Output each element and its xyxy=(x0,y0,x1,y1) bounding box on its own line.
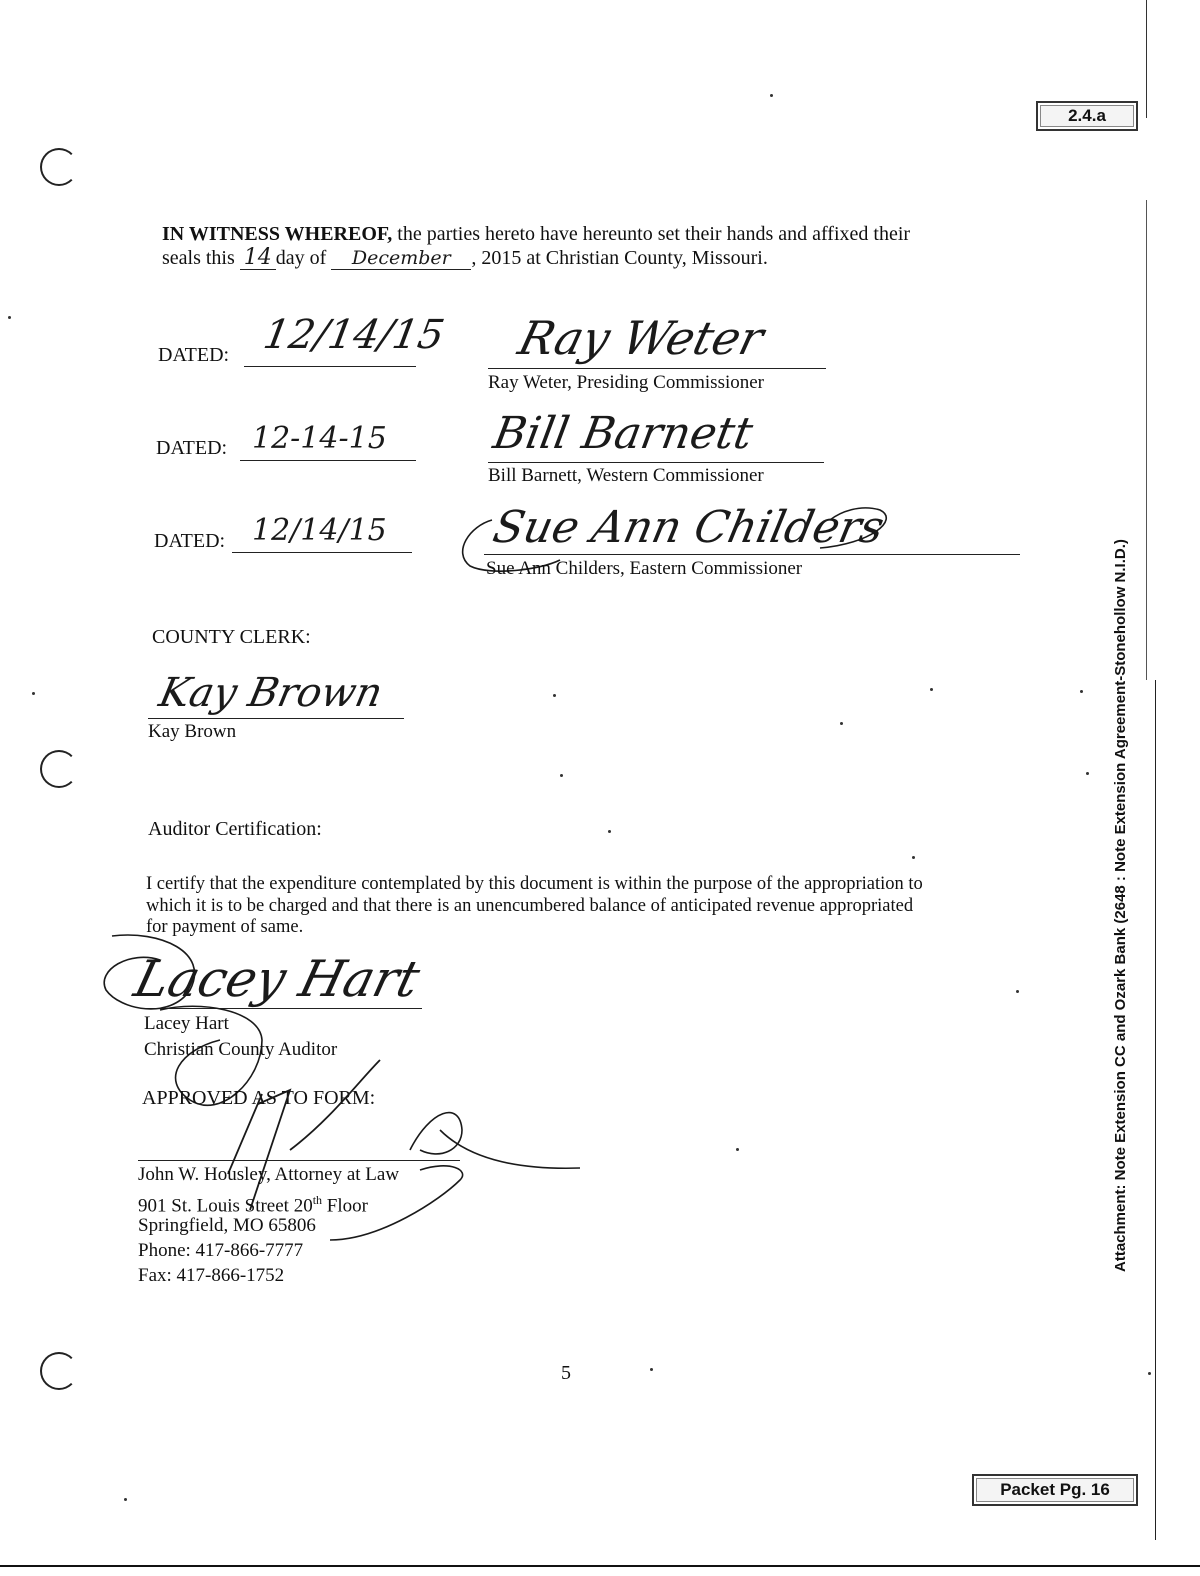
approved-heading: APPROVED AS TO FORM: xyxy=(142,1087,376,1109)
commissioner-name-2: Bill Barnett, Western Commissioner xyxy=(488,465,764,486)
binder-hole-middle xyxy=(40,750,78,788)
scan-speck xyxy=(32,692,35,695)
attorney-line-4: Phone: 417-866-7777 xyxy=(138,1240,304,1261)
scan-speck xyxy=(930,688,933,691)
handwritten-date-3: 12/14/15 xyxy=(252,513,387,548)
attachment-sidebar-text: Attachment: Note Extension CC and Ozark Bank (2648 : Note Extension Agreement-Stonehollow N.I.D.) xyxy=(1112,539,1129,1272)
witness-line2-c: , 2015 at Christian County, Missouri. xyxy=(471,247,768,269)
binder-hole-top xyxy=(40,148,78,186)
attorney-line-5: Fax: 417-866-1752 xyxy=(138,1265,285,1286)
scan-speck xyxy=(1148,1372,1151,1375)
binder-hole-bottom xyxy=(40,1352,78,1390)
date-line-1 xyxy=(244,366,416,367)
auditor-title: Christian County Auditor xyxy=(144,1039,338,1060)
signature-line-1 xyxy=(488,368,826,369)
commissioner-name-3: Sue Ann Childers, Eastern Commissioner xyxy=(486,558,803,579)
handwritten-day: 14 xyxy=(243,245,272,270)
scan-speck xyxy=(840,722,843,725)
auditor-body-line-2: which it is to be charged and that there is an unencumbered balance of anticipated revenue appropriated xyxy=(146,896,914,916)
scan-speck xyxy=(553,694,556,697)
auditor-heading: Auditor Certification: xyxy=(148,818,322,840)
signature-1: Ray Weter xyxy=(513,311,769,365)
dated-label-3: DATED: xyxy=(154,530,226,552)
bottom-edge-rule xyxy=(0,1565,1200,1567)
month-blank xyxy=(331,247,471,270)
dated-label-1: DATED: xyxy=(158,344,230,366)
witness-line-2 xyxy=(162,247,768,270)
scan-speck xyxy=(560,774,563,777)
date-line-2 xyxy=(240,460,416,461)
attorney-line-1: John W. Housley, Attorney at Law xyxy=(138,1164,400,1185)
witness-line2-a: seals this xyxy=(162,247,235,269)
handwritten-date-2: 12-14-15 xyxy=(252,421,387,456)
auditor-signature-line xyxy=(142,1008,422,1009)
right-margin-rule xyxy=(1146,0,1147,118)
scan-speck xyxy=(608,830,611,833)
commissioner-name-1: Ray Weter, Presiding Commissioner xyxy=(488,372,765,393)
attorney-line-3: Springfield, MO 65806 xyxy=(138,1215,316,1236)
scan-speck xyxy=(1086,772,1089,775)
handwritten-month: December xyxy=(351,247,451,269)
witness-line-1 xyxy=(162,223,910,245)
scan-speck xyxy=(8,316,11,319)
right-margin-rule xyxy=(1146,200,1147,680)
attorney-floor-word: Floor xyxy=(322,1195,368,1217)
auditor-name: Lacey Hart xyxy=(144,1013,229,1034)
attorney-signature-line xyxy=(138,1160,460,1161)
dated-label-2: DATED: xyxy=(156,437,228,459)
scan-speck xyxy=(650,1368,653,1371)
witness-lead: IN WITNESS WHEREOF, xyxy=(162,223,393,245)
scan-speck xyxy=(124,1498,127,1501)
auditor-signature: Lacey Hart xyxy=(128,950,426,1008)
scan-speck xyxy=(1016,990,1019,993)
day-blank xyxy=(240,247,276,270)
signature-3: Sue Ann Childers xyxy=(488,502,889,553)
signature-line-3 xyxy=(484,554,1020,555)
clerk-signature: Kay Brown xyxy=(155,670,387,716)
scan-speck xyxy=(1080,690,1083,693)
date-line-3 xyxy=(232,552,412,553)
auditor-body-line-3: for payment of same. xyxy=(146,917,304,937)
clerk-name: Kay Brown xyxy=(148,721,237,742)
auditor-body-line-1: I certify that the expenditure contemplated by this document is within the purpose of the appropriation to xyxy=(146,874,923,894)
signature-line-2 xyxy=(488,462,824,463)
attorney-floor-suffix: th xyxy=(312,1193,323,1207)
clerk-signature-line xyxy=(148,718,404,719)
signature-2: Bill Barnett xyxy=(489,408,757,459)
attorney-street: 901 St. Louis Street 20 xyxy=(138,1195,313,1217)
county-clerk-heading: COUNTY CLERK: xyxy=(152,626,311,648)
scan-speck xyxy=(912,856,915,859)
scan-speck xyxy=(770,94,773,97)
handwritten-date-1: 12/14/15 xyxy=(259,312,448,358)
witness-line1-rest: the parties hereto have hereunto set their hands and affixed their xyxy=(392,223,911,245)
right-margin-rule xyxy=(1155,680,1156,1540)
witness-line2-b: day of xyxy=(275,247,327,269)
item-number-badge: 2.4.a xyxy=(1036,101,1138,131)
page-number: 5 xyxy=(561,1362,571,1384)
attorney-line-2 xyxy=(138,1189,368,1217)
packet-page-badge: Packet Pg. 16 xyxy=(972,1474,1138,1506)
scan-speck xyxy=(736,1148,739,1151)
